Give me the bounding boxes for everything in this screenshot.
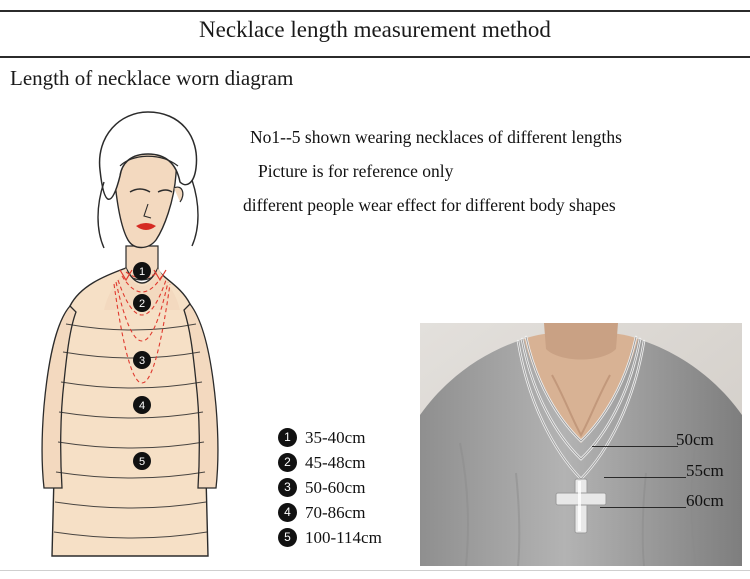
header-divider-top: [0, 10, 750, 12]
legend-item: [278, 425, 413, 450]
legend-item: [278, 525, 413, 550]
length-legend: [278, 425, 413, 550]
photo-label-50cm: 50cm: [676, 430, 714, 449]
legend-item: [278, 450, 413, 475]
photo-label-55cm: 55cm: [686, 461, 724, 480]
photo-leader-line-3: [600, 507, 686, 508]
svg-text:1: 1: [138, 266, 146, 278]
photo-label-60cm: 60cm: [686, 491, 724, 510]
note-line-1: No1--5 shown wearing necklaces of different lengths: [250, 127, 622, 147]
legend-length-4: 70-86cm: [305, 502, 366, 522]
legend-bullet-2: 2: [278, 453, 297, 472]
photo-leader-line-2: [604, 477, 686, 478]
legend-bullet-5: 5: [278, 528, 297, 547]
page-title: Necklace length measurement method: [199, 17, 551, 42]
svg-text:2: 2: [138, 298, 146, 310]
note-line-2: Picture is for reference only: [258, 161, 454, 181]
svg-text:5: 5: [138, 456, 146, 468]
bottom-divider: [0, 570, 750, 571]
legend-bullet-4: 4: [278, 503, 297, 522]
legend-length-1: 35-40cm: [305, 427, 366, 447]
legend-length-3: 50-60cm: [305, 477, 366, 497]
legend-length-5: 100-114cm: [305, 527, 382, 547]
header-divider-bottom: [0, 56, 750, 58]
photo-leader-line-1: [592, 446, 678, 447]
legend-bullet-1: 1: [278, 428, 297, 447]
necklace-length-illustration: [8, 96, 258, 566]
legend-item: [278, 500, 413, 525]
section-heading: Length of necklace worn diagram: [10, 66, 294, 90]
legend-item: [278, 475, 413, 500]
legend-bullet-3: 3: [278, 478, 297, 497]
svg-text:4: 4: [138, 400, 146, 412]
legend-length-2: 45-48cm: [305, 452, 366, 472]
note-line-3: different people wear effect for different body shapes: [243, 195, 616, 215]
svg-text:3: 3: [138, 355, 146, 367]
